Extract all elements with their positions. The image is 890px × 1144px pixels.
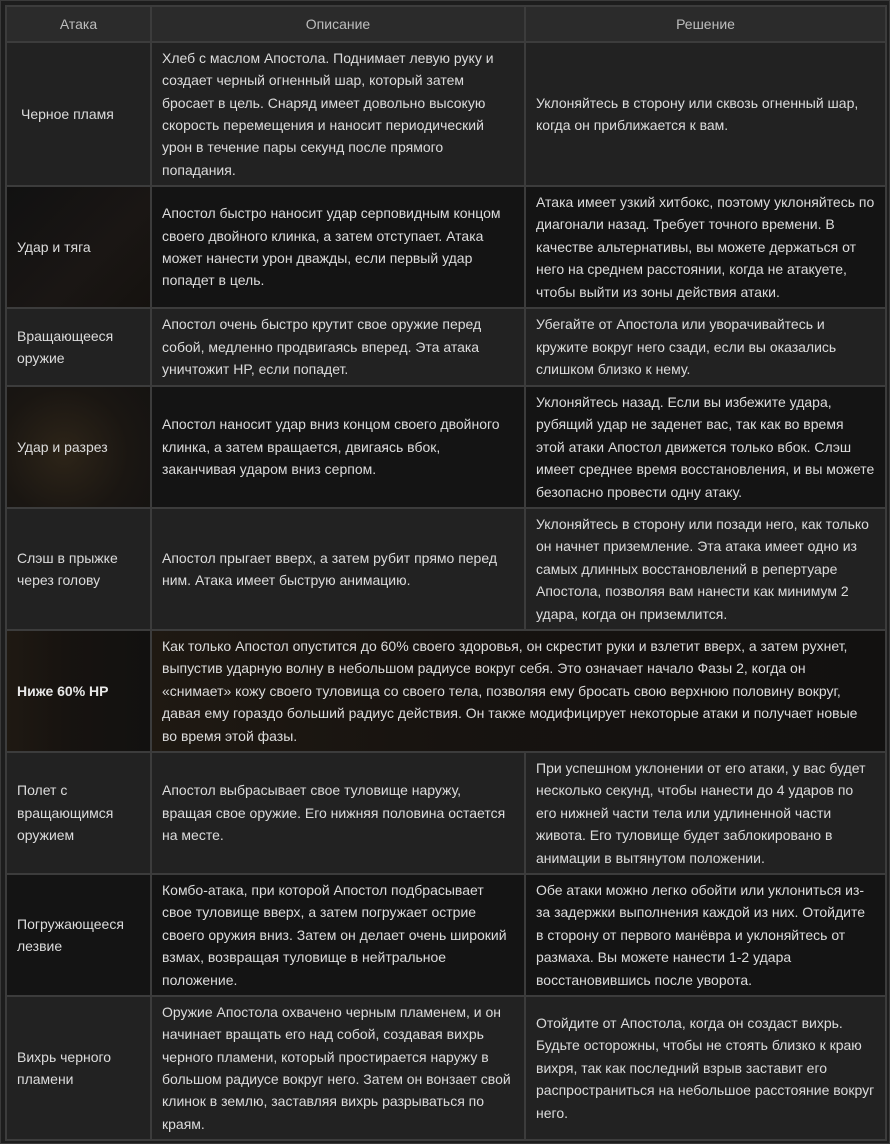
table-row bbox=[6, 386, 886, 508]
table-row bbox=[6, 42, 886, 186]
boss-attacks-table bbox=[5, 5, 887, 1141]
attack-name: Ниже 60% HP bbox=[6, 630, 151, 752]
attack-solution: Отойдите от Апостола, когда он создаст вихрь. Будьте осторожны, чтобы не стоять близко к краю вихря, так как последний взрыв заставит его распространиться на небольшое расстояние вокруг него. bbox=[525, 996, 886, 1140]
attack-solution: При успешном уклонении от его атаки, у вас будет несколько секунд, чтобы нанести до 4 ударов по его нижней части тела или удлиненной части живота. Его туловище будет заблокировано в анимации в вытянутом положении. bbox=[525, 752, 886, 874]
attack-description: Как только Апостол опустится до 60% своего здоровья, он скрестит руки и взлетит вверх, а затем рухнет, выпустив ударную волну в небольшом радиусе вокруг себя. Это означает начало Фазы 2, когда он «снимает» кожу своего туловища со своего тела, позволяя ему бросать свою верхнюю половину вокруг, давая ему гораздо больший радиус действия. Он также модифицирует некоторые атаки и получает новые во время этой фазы. bbox=[151, 630, 886, 752]
attack-description: Комбо-атака, при которой Апостол подбрасывает свое туловище вверх, а затем погружает острие своего оружия вниз. Затем он делает очень широкий взмах, возвращая туловище в нейтральное положение. bbox=[151, 874, 525, 996]
header-description: Описание bbox=[151, 6, 525, 42]
header-attack: Атака bbox=[6, 6, 151, 42]
attack-description: Апостол наносит удар вниз концом своего двойного клинка, а затем вращается, двигаясь вбок, заканчивая ударом вниз серпом. bbox=[151, 386, 525, 508]
attack-description: Апостол очень быстро крутит свое оружие перед собой, медленно продвигаясь вперед. Эта атака уничтожит HP, если попадет. bbox=[151, 308, 525, 386]
attack-description: Апостол выбрасывает свое туловище наружу, вращая свое оружие. Его нижняя половина остается на месте. bbox=[151, 752, 525, 874]
attack-solution: Уклоняйтесь в сторону или позади него, как только он начнет приземление. Эта атака имеет одно из самых длинных восстановлений в репертуаре Апостола, позволяя вам нанести как минимум 2 удара, когда он приземлится. bbox=[525, 508, 886, 630]
attack-solution: Убегайте от Апостола или уворачивайтесь и кружите вокруг него сзади, если вы оказались слишком близко к нему. bbox=[525, 308, 886, 386]
table-row bbox=[6, 874, 886, 996]
table-header-row bbox=[6, 6, 886, 42]
table-row bbox=[6, 996, 886, 1140]
attack-name: Вращающееся оружие bbox=[6, 308, 151, 386]
attack-solution: Уклоняйтесь в сторону или сквозь огненный шар, когда он приближается к вам. bbox=[525, 42, 886, 186]
attack-solution: Уклоняйтесь назад. Если вы избежите удара, рубящий удар не заденет вас, так как во время этой атаки Апостол движется только вбок. Слэш имеет среднее время восстановления, и вы можете безопасно провести одну атаку. bbox=[525, 386, 886, 508]
attack-name: Удар и разрез bbox=[6, 386, 151, 508]
attack-solution: Атака имеет узкий хитбокс, поэтому уклоняйтесь по диагонали назад. Требует точного времени. В качестве альтернативы, вы можете держаться от него на среднем расстоянии, когда не атакуете, чтобы выйти из зоны действия атаки. bbox=[525, 186, 886, 308]
attack-name: Полет с вращающимся оружием bbox=[6, 752, 151, 874]
attack-name: Удар и тяга bbox=[6, 186, 151, 308]
attack-name: Слэш в прыжке через голову bbox=[6, 508, 151, 630]
attack-name: Погружающееся лезвие bbox=[6, 874, 151, 996]
attack-solution: Обе атаки можно легко обойти или уклониться из-за задержки выполнения каждой из них. Отойдите в сторону от первого манёвра и уклоняйтесь от размаха. Вы можете нанести 1-2 удара восстановившись после уворота. bbox=[525, 874, 886, 996]
header-solution: Решение bbox=[525, 6, 886, 42]
table-row bbox=[6, 508, 886, 630]
attack-name: Вихрь черного пламени bbox=[6, 996, 151, 1140]
attack-description: Апостол быстро наносит удар серповидным концом своего двойного клинка, а затем отступает. Атака может нанести урон дважды, если первый удар попадет в цель. bbox=[151, 186, 525, 308]
attack-description: Оружие Апостола охвачено черным пламенем, и он начинает вращать его над собой, создавая вихрь черного пламени, который простирается наружу в большом радиусе вокруг него. Затем он вонзает свой клинок в землю, заставляя вихрь разрываться по краям. bbox=[151, 996, 525, 1140]
table-row bbox=[6, 186, 886, 308]
attack-description: Хлеб с маслом Апостола. Поднимает левую руку и создает черный огненный шар, который затем бросает в цель. Снаряд имеет довольно высокую скорость перемещения и наносит периодический урон в течение пары секунд после прямого попадания. bbox=[151, 42, 525, 186]
table-row bbox=[6, 308, 886, 386]
table-row-phase-2 bbox=[6, 630, 886, 752]
table-row bbox=[6, 752, 886, 874]
attack-description: Апостол прыгает вверх, а затем рубит прямо перед ним. Атака имеет быструю анимацию. bbox=[151, 508, 525, 630]
attack-name: Черное пламя bbox=[6, 42, 151, 186]
